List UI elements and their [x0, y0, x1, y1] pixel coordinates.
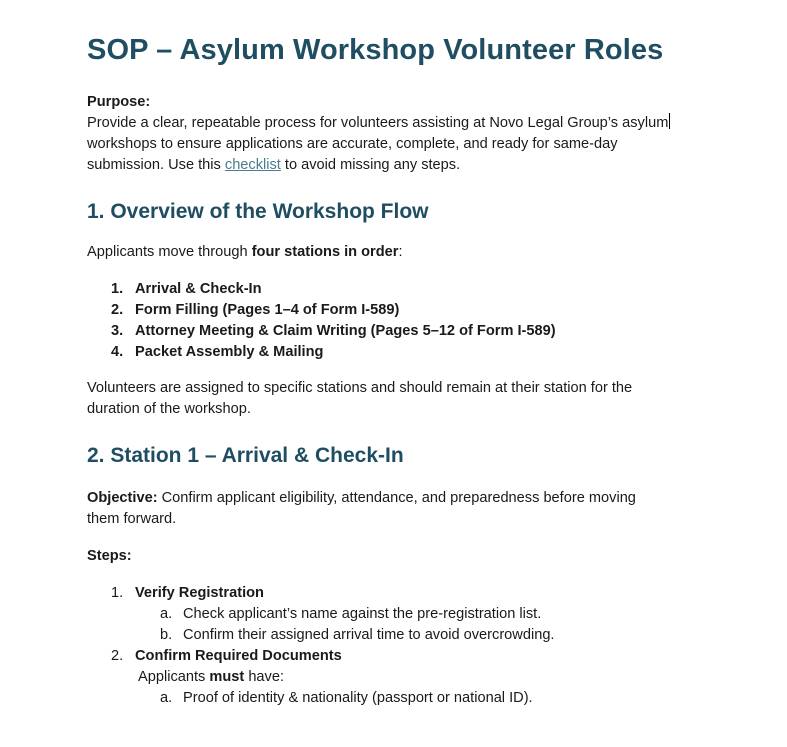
- substep-text: Check applicant’s name against the pre-registration list.: [183, 606, 542, 622]
- purpose-text-1: Provide a clear, repeatable process for volunteers assisting at Novo Legal Group’s asylum: [87, 115, 669, 131]
- substep-num: a.: [160, 606, 173, 622]
- step-num: 2.: [111, 648, 124, 664]
- steps-list-cont: [87, 646, 727, 667]
- step-2-intro-b: have:: [244, 669, 285, 685]
- purpose-line-3: [87, 155, 727, 176]
- substep-item: [87, 625, 727, 646]
- intro-text-a: Applicants move through: [87, 244, 252, 260]
- objective-text-1: Confirm applicant eligibility, attendance, and preparedness before moving: [157, 490, 636, 506]
- step-item-2: [87, 646, 727, 667]
- purpose-text-3b: to avoid missing any steps.: [280, 157, 461, 173]
- substep-text: Proof of identity & nationality (passport or national ID).: [183, 690, 533, 706]
- intro-text-bold: four stations in order: [251, 244, 399, 260]
- station-label: Form Filling (Pages 1–4 of Form I-589): [135, 302, 400, 318]
- station-num: 2.: [111, 302, 124, 318]
- steps-list: [87, 583, 727, 604]
- substep-item: [87, 604, 727, 625]
- objective-label: Objective:: [87, 490, 158, 506]
- substep-num: a.: [160, 690, 173, 706]
- purpose-label: Purpose:: [87, 94, 151, 110]
- station-item-1: [87, 279, 727, 300]
- checklist-link[interactable]: checklist: [224, 157, 281, 173]
- step-item-1: [87, 583, 727, 604]
- substep-item: [87, 688, 727, 709]
- document-body[interactable]: [87, 32, 727, 709]
- station-num: 1.: [111, 281, 124, 297]
- step-2-intro-bold: must: [209, 669, 245, 685]
- station-label: Packet Assembly & Mailing: [135, 344, 324, 360]
- step-1-substeps: [87, 604, 727, 646]
- station-label: Arrival & Check-In: [135, 281, 262, 297]
- section-1-note-2: duration of the workshop.: [87, 401, 251, 417]
- station-item-2: [87, 300, 727, 321]
- purpose-line-1: [87, 113, 727, 134]
- step-label: Confirm Required Documents: [135, 648, 342, 664]
- document-title: SOP – Asylum Workshop Volunteer Roles: [87, 34, 664, 66]
- section-2-heading: 2. Station 1 – Arrival & Check-In: [87, 444, 404, 467]
- station-label: Attorney Meeting & Claim Writing (Pages 5–12 of Form I-589): [135, 323, 556, 339]
- purpose-line-2: workshops to ensure applications are accurate, complete, and ready for same-day: [87, 136, 618, 152]
- station-item-3: [87, 321, 727, 342]
- objective-line-2: them forward.: [87, 511, 177, 527]
- step-2-intro-a: Applicants: [138, 669, 210, 685]
- station-num: 3.: [111, 323, 124, 339]
- stations-list: [87, 279, 727, 363]
- steps-label: Steps:: [87, 548, 132, 564]
- step-label: Verify Registration: [135, 585, 264, 601]
- objective-line-1: [87, 488, 727, 509]
- station-num: 4.: [111, 344, 124, 360]
- station-item-4: [87, 342, 727, 363]
- section-1-heading: 1. Overview of the Workshop Flow: [87, 200, 429, 223]
- substep-num: b.: [160, 627, 173, 643]
- step-2-intro: [87, 667, 727, 688]
- section-1-note-1: Volunteers are assigned to specific stations and should remain at their station for the: [87, 380, 633, 396]
- step-num: 1.: [111, 585, 124, 601]
- step-2-substeps: [87, 688, 727, 709]
- substep-text: Confirm their assigned arrival time to avoid overcrowding.: [183, 627, 555, 643]
- purpose-text-3a: submission. Use this: [87, 157, 225, 173]
- section-1-intro: [87, 242, 727, 263]
- text-cursor: [669, 113, 670, 129]
- intro-text-b: :: [398, 244, 403, 260]
